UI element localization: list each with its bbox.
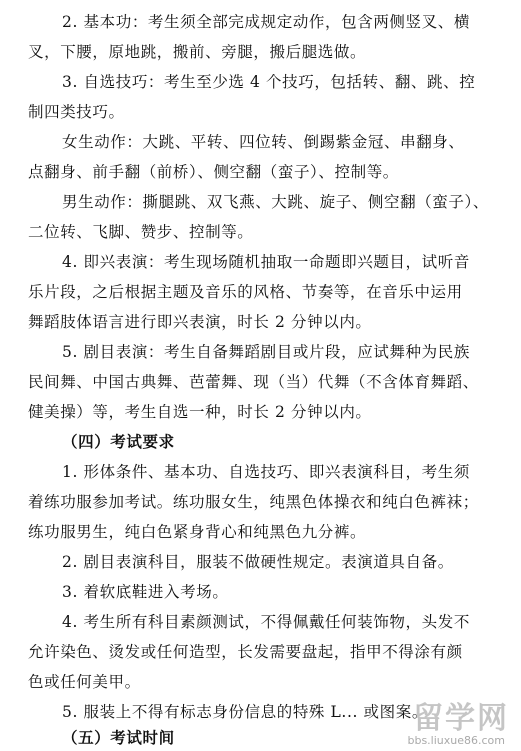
text-line: 2. 基本功：考生须全部完成规定动作，包含两侧竖叉、横 xyxy=(62,13,470,31)
text-line: 色或任何美甲。 xyxy=(28,673,141,691)
text-line: 男生动作：撕腿跳、双飞燕、大跳、旋子、侧空翻（蛮子）、 xyxy=(62,193,489,211)
text-line: 二位转、飞脚、赞步、控制等。 xyxy=(28,223,254,241)
text-line: 3. 着软底鞋进入考场。 xyxy=(62,583,229,601)
text-line: 允许染色、烫发或任何造型，长发需要盘起，指甲不得涂有颜 xyxy=(28,643,463,661)
text-line: 着练功服参加考试。练功服女生，纯黑色体操衣和纯白色裤袜； xyxy=(28,493,479,511)
watermark-url: bbs.liuxue86.com xyxy=(407,734,505,747)
text-line: 制四类技巧。 xyxy=(28,103,125,121)
text-line: 健美操）等，考生自选一种，时长 2 分钟以内。 xyxy=(28,403,372,421)
text-line: 舞蹈肢体语言进行即兴表演，时长 2 分钟以内。 xyxy=(28,313,372,331)
watermark-logo-text: 留学网 xyxy=(413,701,509,736)
site-watermark xyxy=(325,691,515,749)
text-line: 1. 形体条件、基本功、自选技巧、即兴表演科目，考生须 xyxy=(62,463,470,481)
text-line: 4. 考生所有科目素颜测试，不得佩戴任何装饰物，头发不 xyxy=(62,613,470,631)
text-line: 女生动作：大跳、平转、四位转、倒踢紫金冠、串翻身、 xyxy=(62,133,465,151)
section-heading: （五）考试时间 xyxy=(62,728,175,747)
text-line: 3. 自选技巧：考生至少选 4 个技巧，包括转、翻、跳、控 xyxy=(62,73,476,91)
text-line: 乐片段，之后根据主题及音乐的风格、节奏等，在音乐中运用 xyxy=(28,283,463,301)
text-line: 叉，下腰，原地跳，搬前、旁腿，搬后腿选做。 xyxy=(28,43,367,61)
text-line: 4. 即兴表演：考生现场随机抽取一命题即兴题目，试听音 xyxy=(62,253,470,271)
text-line: 民间舞、中国古典舞、芭蕾舞、现（当）代舞（不含体育舞蹈、 xyxy=(28,373,479,391)
text-line: 点翻身、前手翻（前桥）、侧空翻（蛮子）、控制等。 xyxy=(28,163,399,181)
text-line: 练功服男生，纯白色紧身背心和纯黑色九分裤。 xyxy=(28,523,367,541)
section-heading: （四）考试要求 xyxy=(62,432,175,451)
text-line: 5. 服装上不得有标志身份信息的特殊 L... 或图案。 xyxy=(62,703,428,721)
text-line: 5. 剧目表演：考生自备舞蹈剧目或片段，应试舞种为民族 xyxy=(62,343,470,361)
text-line: 2. 剧目表演科目，服装不做硬性规定。表演道具自备。 xyxy=(62,553,454,571)
